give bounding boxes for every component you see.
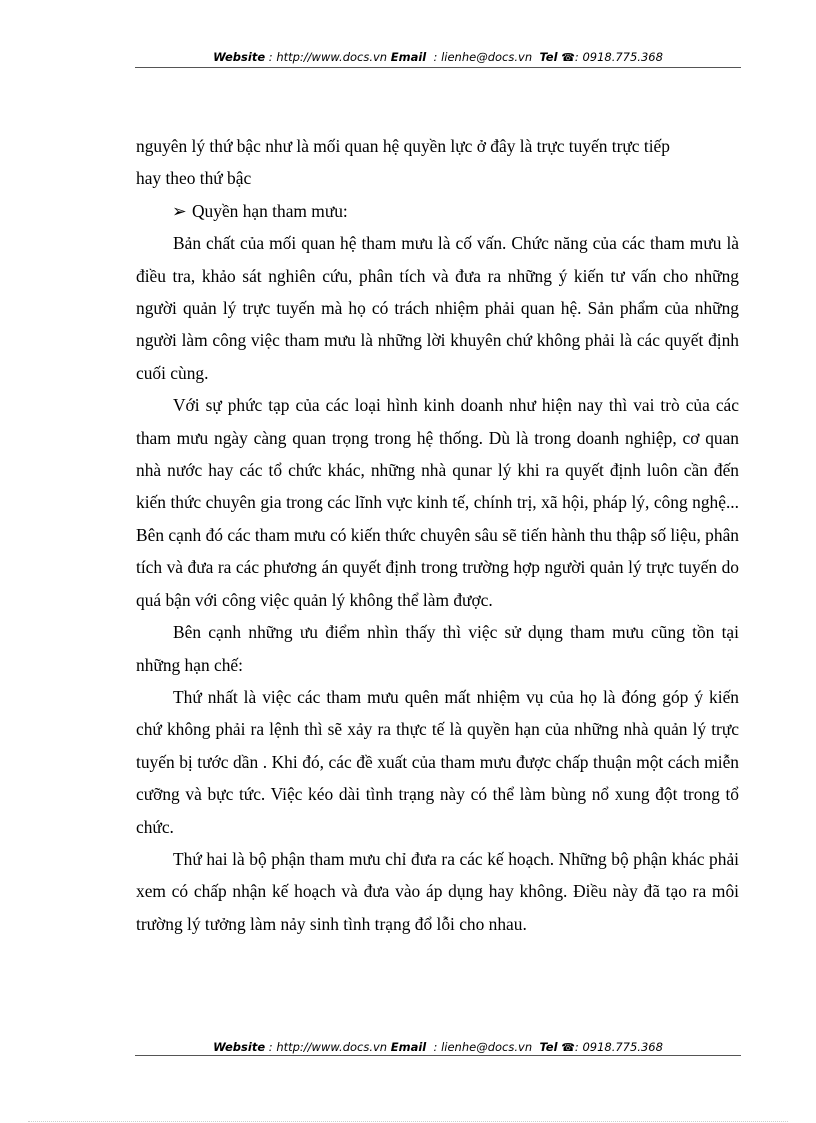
tel-separator: :: [574, 1040, 583, 1054]
paragraph: Bên cạnh những ưu điểm nhìn thấy thì việc sử dụng tham mưu cũng tồn tại những hạn chế:: [136, 622, 739, 675]
tel-number: 0918.775.368: [582, 50, 663, 64]
website-separator: :: [265, 1040, 277, 1054]
paragraph: Thứ hai là bộ phận tham mưu chỉ đưa ra các kế hoạch. Những bộ phận khác phải xem có chấp nhận kế hoạch và đưa vào áp dụng hay không. Điều này đã tạo ra môi trường lý tưởng làm nảy sinh tình trạng đổ lỗi cho nhau.: [136, 848, 739, 934]
bullet-heading: [136, 195, 739, 227]
tel-label: Tel: [539, 1040, 558, 1054]
phone-icon: ☎: [561, 1041, 575, 1054]
email-address[interactable]: lienhe@docs.vn: [441, 1040, 533, 1054]
website-separator: :: [265, 50, 277, 64]
arrow-bullet-icon: ➢: [172, 200, 187, 221]
paragraph-line: nguyên lý thứ bậc như là mối quan hệ quyền lực ở đây là trực tuyến trực tiếp: [136, 136, 670, 156]
tel-number: 0918.775.368: [582, 1040, 663, 1054]
email-label: Email: [390, 50, 427, 64]
page-edge: [28, 1121, 788, 1122]
email-separator: :: [429, 50, 442, 64]
paragraph-continuation: [136, 130, 739, 195]
paragraph: Bản chất của mối quan hệ tham mưu là cố vấn. Chức năng của các tham mưu là điều tra, khảo sát nghiên cứu, phân tích và đưa ra những ý kiến tư vấn cho những người quản lý trực tuyến mà họ có trách nhiệm phải quan hệ. Sản phẩm của những người làm công việc tham mưu là những lời khuyên chứ không phải là các quyết định cuối cùng.: [136, 233, 739, 383]
paragraph-line: hay theo thứ bậc: [136, 168, 252, 189]
website-label: Website: [213, 50, 266, 64]
website-url[interactable]: http://www.docs.vn: [276, 1040, 388, 1054]
tel-separator: :: [574, 50, 583, 64]
email-label: Email: [390, 1040, 427, 1054]
tel-label: Tel: [539, 50, 558, 64]
email-separator: :: [429, 1040, 442, 1054]
bullet-text: Quyền hạn tham mưu:: [192, 200, 348, 221]
header-divider: [135, 67, 741, 68]
paragraph: Với sự phức tạp của các loại hình kinh doanh như hiện nay thì vai trò của các tham mưu ngày càng quan trọng trong hệ thống. Dù là trong doanh nghiệp, cơ quan nhà nước hay các tổ chức khác, những nhà qunar lý khi ra quyết định luôn cần đến kiến thức chuyên gia trong các lĩnh vực kinh tế, chính trị, xã hội, pháp lý, công nghệ... Bên cạnh đó các tham mưu có kiến thức chuyên sâu sẽ tiến hành thu thập số liệu, phân tích và đưa ra các phương án quyết định trong trường hợp người quản lý trực tuyến do quá bận với công việc quản lý không thể làm được.: [136, 395, 739, 610]
page-footer: [135, 1040, 741, 1055]
footer-divider: [135, 1055, 741, 1056]
website-url[interactable]: http://www.docs.vn: [276, 50, 388, 64]
page-header: [135, 50, 741, 65]
email-address[interactable]: lienhe@docs.vn: [441, 50, 533, 64]
paragraph: Thứ nhất là việc các tham mưu quên mất nhiệm vụ của họ là đóng góp ý kiến chứ không phải ra lệnh thì sẽ xảy ra thực tế là quyền hạn của những nhà quản lý trực tuyến bị tước dần . Khi đó, các đề xuất của tham mưu được chấp thuận một cách miễn cưỡng và bực tức. Việc kéo dài tình trạng này có thể làm bùng nổ xung đột trong tổ chức.: [136, 686, 739, 837]
document-body: [136, 130, 739, 940]
website-label: Website: [213, 1040, 266, 1054]
phone-icon: ☎: [561, 51, 575, 64]
